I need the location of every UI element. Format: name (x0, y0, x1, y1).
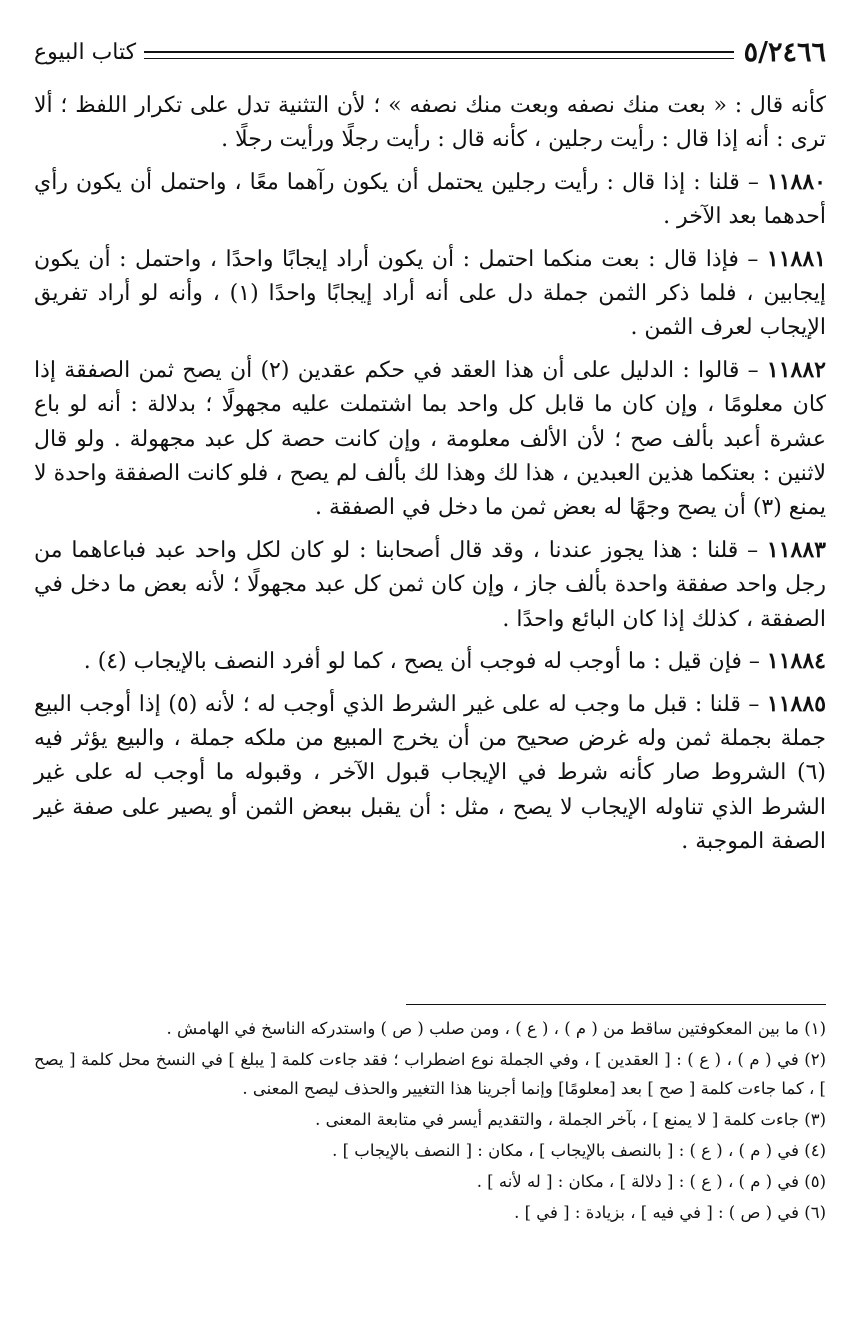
footnotes (34, 1014, 826, 1229)
footnote: (١) ما بين المعكوفتين ساقط من ( م ) ، ( ع ) ، ومن صلب ( ص ) واستدركه الناسخ في الهامش . (166, 1019, 826, 1038)
paragraph-number: ١١٨٨٥ (766, 690, 827, 717)
footnote: (٣) جاءت كلمة [ لا يمنع ] ، بآخر الجملة ، والتقديم أيسر في متابعة المعنى . (315, 1110, 826, 1129)
paragraph-number: ١١٨٨١ (766, 245, 826, 272)
paragraph-text: – فإن قيل : ما أوجب له فوجب أن يصح ، كما لو أفرد النصف بالإيجاب (٤) . (83, 649, 767, 675)
paragraph-number: ١١٨٨٠ (766, 168, 826, 195)
paragraph-text: – فإذا قال : بعت منكما احتمل : أن يكون أراد إيجابًا واحدًا ، واحتمل : أن يكون إيجابين ، فلما ذكر الثمن جملة دل على أنه أراد إيجابًا واحدًا (١) ، وأنه لو أراد تفريق الإيجاب لعرف الثمن . (34, 246, 826, 341)
footnote: (٤) في ( م ) ، ( ع ) : [ بالنصف بالإيجاب ] ، مكان : [ النصف بالإيجاب ] . (332, 1141, 826, 1160)
paragraph (34, 353, 826, 526)
page-header (34, 32, 826, 72)
paragraph (34, 242, 826, 346)
paragraph-number: ١١٨٨٣ (766, 536, 826, 563)
paragraph (34, 644, 826, 679)
paragraph-text: – قالوا : الدليل على أن هذا العقد في حكم عقدين (٢) أن يصح ثمن الصفقة إذا كان معلومًا ، وإن كان ما قابل كل واحد بما اشتملت عليه مجهولًا ؛ بدلالة : أنه لو باع عشرة أعبد بألف صح ؛ لأن الألف معلومة ، وإن كانت حصة كل عبد مجهولة . ولو قال لاثنين : بعتكما هذين العبدين ، هذا لك وهذا لك بألف لم يصح ، فلو كانت الصفقة واحدة لا يمنع (٣) أن يصح وجهًا له بعض ثمن ما دخل في الصفقة . (34, 357, 826, 521)
footnote: (٢) في ( م ) ، ( ع ) : [ العقدين ] ، وفي الجملة نوع اضطراب ؛ فقد جاءت كلمة [ يبلغ ] في النسخ محل كلمة [ يصح ] ، كما جاءت كلمة [ صح ] بعد [معلومًا] وإنما أجرينا هذا التغيير والحذف ليصح المعنى . (34, 1050, 826, 1098)
footnote: (٦) في ( ص ) : [ في فيه ] ، بزيادة : [ في ] . (514, 1203, 826, 1222)
paragraph-text: – قلنا : قبل ما وجب له على غير الشرط الذي أوجب له ؛ لأنه (٥) إذا أوجب البيع جملة بجملة ثمن وله غرض صحيح من أن يخرج المبيع من ملكه جملة ، والبيع يؤثر فيه (٦) الشروط صار كأنه شرط في الإيجاب قبول الآخر ، وقبوله ما أوجب له على غير الشرط الذي تناوله الإيجاب لا يصح ، مثل : أن يقبل ببعض الثمن أو يصير على صفة غير الصفة الموجبة . (34, 691, 826, 855)
paragraph-text: كأنه قال : « بعت منك نصفه وبعت منك نصفه » ؛ لأن التثنية تدل على تكرار اللفظ ؛ ألا ترى : أنه إذا قال : رأيت رجلين ، كأنه قال : رأيت رجلًا ورأيت رجلًا . (34, 93, 826, 153)
paragraph-text: – قلنا : هذا يجوز عندنا ، وقد قال أصحابنا : لو كان لكل واحد عبد فباعاهما من رجل واحد صفقة واحدة بألف جاز ، وإن كان ثمن كل عبد مجهولًا ؛ لأنه بعض ما دخل في الصفقة ، كذلك إذا كان البائع واحدًا . (34, 537, 826, 632)
header-rule (144, 51, 734, 59)
paragraph (34, 165, 826, 235)
paragraph-number: ١١٨٨٤ (766, 648, 826, 675)
footnote: (٥) في ( م ) ، ( ع ) : [ دلالة ] ، مكان : [ له لأنه ] . (476, 1172, 826, 1191)
paragraph-number: ١١٨٨٢ (766, 356, 826, 383)
footnote-separator (406, 1004, 826, 1005)
paragraph (34, 88, 826, 158)
book-page (34, 0, 826, 1341)
paragraph-text: – قلنا : إذا قال : رأيت رجلين يحتمل أن يكون رآهما معًا ، واحتمل أن يكون رأي أحدهما بعد الآخر . (34, 169, 826, 230)
page-number: ٥/٢٤٦٦ (743, 36, 826, 68)
book-title: كتاب البيوع (34, 39, 137, 65)
main-text (34, 88, 826, 867)
paragraph (34, 533, 826, 637)
paragraph (34, 687, 826, 860)
